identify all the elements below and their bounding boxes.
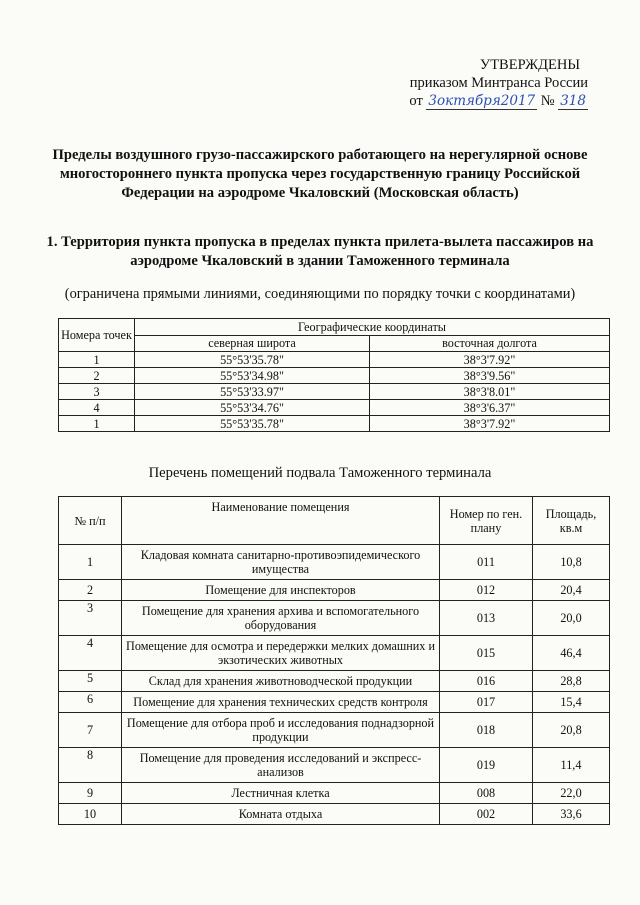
rooms-title: Перечень помещений подвала Таможенного терминала [148, 465, 492, 481]
cell-area: 15,4 [533, 692, 610, 713]
cell-area: 46,4 [533, 636, 610, 671]
cell-area: 33,6 [533, 804, 610, 825]
handwritten-date: 3октября2017 [428, 93, 536, 109]
cell-point-number: 1 [59, 352, 135, 368]
cell-plan-number: 019 [440, 748, 533, 783]
cell-row-number: 2 [59, 580, 122, 601]
cell-point-number: 1 [59, 416, 135, 432]
cell-area: 22,0 [533, 783, 610, 804]
cell-area: 20,8 [533, 713, 610, 748]
col-room-name: Наименование помещения [122, 497, 440, 545]
table-row [59, 601, 610, 636]
section1-note: (ограничена прямыми линиями, соединяющими по порядку точки с координатами) [64, 286, 576, 302]
cell-plan-number: 012 [440, 580, 533, 601]
cell-area: 20,4 [533, 580, 610, 601]
cell-latitude: 55°53'33.97" [135, 384, 370, 400]
cell-row-number: 10 [59, 804, 122, 825]
coordinates-table [58, 318, 610, 432]
table-row [59, 400, 610, 416]
cell-latitude: 55°53'34.98" [135, 368, 370, 384]
cell-plan-number: 018 [440, 713, 533, 748]
approval-block [409, 56, 588, 110]
number-label: № [540, 93, 555, 109]
cell-plan-number: 013 [440, 601, 533, 636]
table-row [59, 352, 610, 368]
cell-plan-number: 008 [440, 783, 533, 804]
cell-latitude: 55°53'35.78" [135, 352, 370, 368]
col-area: Площадь, кв.м [533, 497, 610, 545]
handwritten-number: 318 [560, 93, 586, 109]
cell-room-name: Помещение для инспекторов [122, 580, 440, 601]
table-row [59, 713, 610, 748]
cell-plan-number: 011 [440, 545, 533, 580]
section1-title: 1. Территория пункта пропуска в пределах пункта прилета-вылета пассажиров на аэродроме Чкаловский в здании Таможенного терминала [46, 234, 594, 269]
cell-row-number: 7 [59, 713, 122, 748]
col-plan-number: Номер по ген. плану [440, 497, 533, 545]
cell-row-number: 6 [59, 692, 122, 713]
cell-longitude: 38°3'7.92" [370, 352, 610, 368]
col-point-number: Номера точек [59, 319, 135, 352]
cell-area: 28,8 [533, 671, 610, 692]
approval-heading: УТВЕРЖДЕНЫ [479, 57, 580, 73]
cell-longitude: 38°3'9.56" [370, 368, 610, 384]
approval-date-line [409, 92, 588, 110]
cell-area: 11,4 [533, 748, 610, 783]
cell-room-name: Помещение для хранения технических средств контроля [122, 692, 440, 713]
cell-point-number: 4 [59, 400, 135, 416]
cell-row-number: 4 [59, 636, 122, 671]
cell-plan-number: 016 [440, 671, 533, 692]
table-row [59, 580, 610, 601]
cell-longitude: 38°3'7.92" [370, 416, 610, 432]
table-row [59, 416, 610, 432]
cell-area: 10,8 [533, 545, 610, 580]
table-row [59, 636, 610, 671]
cell-room-name: Комната отдыха [122, 804, 440, 825]
table-row [59, 692, 610, 713]
cell-row-number: 9 [59, 783, 122, 804]
col-latitude: северная широта [135, 335, 370, 352]
rooms-table [58, 496, 610, 825]
coordinates-body [59, 352, 610, 432]
cell-row-number: 3 [59, 601, 122, 636]
cell-area: 20,0 [533, 601, 610, 636]
cell-row-number: 1 [59, 545, 122, 580]
table-row [59, 783, 610, 804]
document-title: Пределы воздушного грузо-пассажирского работающего на нерегулярной основе многостороннего пункта пропуска через государственную границу Российской Федерации на аэродроме Чкаловский (Московская область) [52, 147, 588, 201]
cell-latitude: 55°53'34.76" [135, 400, 370, 416]
cell-room-name: Кладовая комната санитарно-противоэпидемического имущества [122, 545, 440, 580]
table-row [59, 804, 610, 825]
cell-point-number: 2 [59, 368, 135, 384]
col-row-number: № п/п [59, 497, 122, 545]
table-row [59, 368, 610, 384]
cell-room-name: Помещение для хранения архива и вспомогательного оборудования [122, 601, 440, 636]
approval-order-line: приказом Минтранса России [409, 75, 588, 91]
cell-room-name: Склад для хранения животноводческой продукции [122, 671, 440, 692]
cell-row-number: 5 [59, 671, 122, 692]
cell-room-name: Помещение для проведения исследований и экспресс-анализов [122, 748, 440, 783]
rooms-body [59, 545, 610, 825]
cell-latitude: 55°53'35.78" [135, 416, 370, 432]
table-row [59, 545, 610, 580]
col-geo-coordinates: Географические координаты [135, 319, 610, 336]
table-row [59, 671, 610, 692]
from-label: от [409, 93, 423, 109]
table-row [59, 748, 610, 783]
cell-longitude: 38°3'6.37" [370, 400, 610, 416]
cell-plan-number: 015 [440, 636, 533, 671]
table-row [59, 384, 610, 400]
cell-row-number: 8 [59, 748, 122, 783]
cell-plan-number: 002 [440, 804, 533, 825]
cell-longitude: 38°3'8.01" [370, 384, 610, 400]
cell-point-number: 3 [59, 384, 135, 400]
cell-room-name: Лестничная клетка [122, 783, 440, 804]
cell-room-name: Помещение для осмотра и передержки мелких домашних и экзотических животных [122, 636, 440, 671]
cell-room-name: Помещение для отбора проб и исследования поднадзорной продукции [122, 713, 440, 748]
col-longitude: восточная долгота [370, 335, 610, 352]
cell-plan-number: 017 [440, 692, 533, 713]
